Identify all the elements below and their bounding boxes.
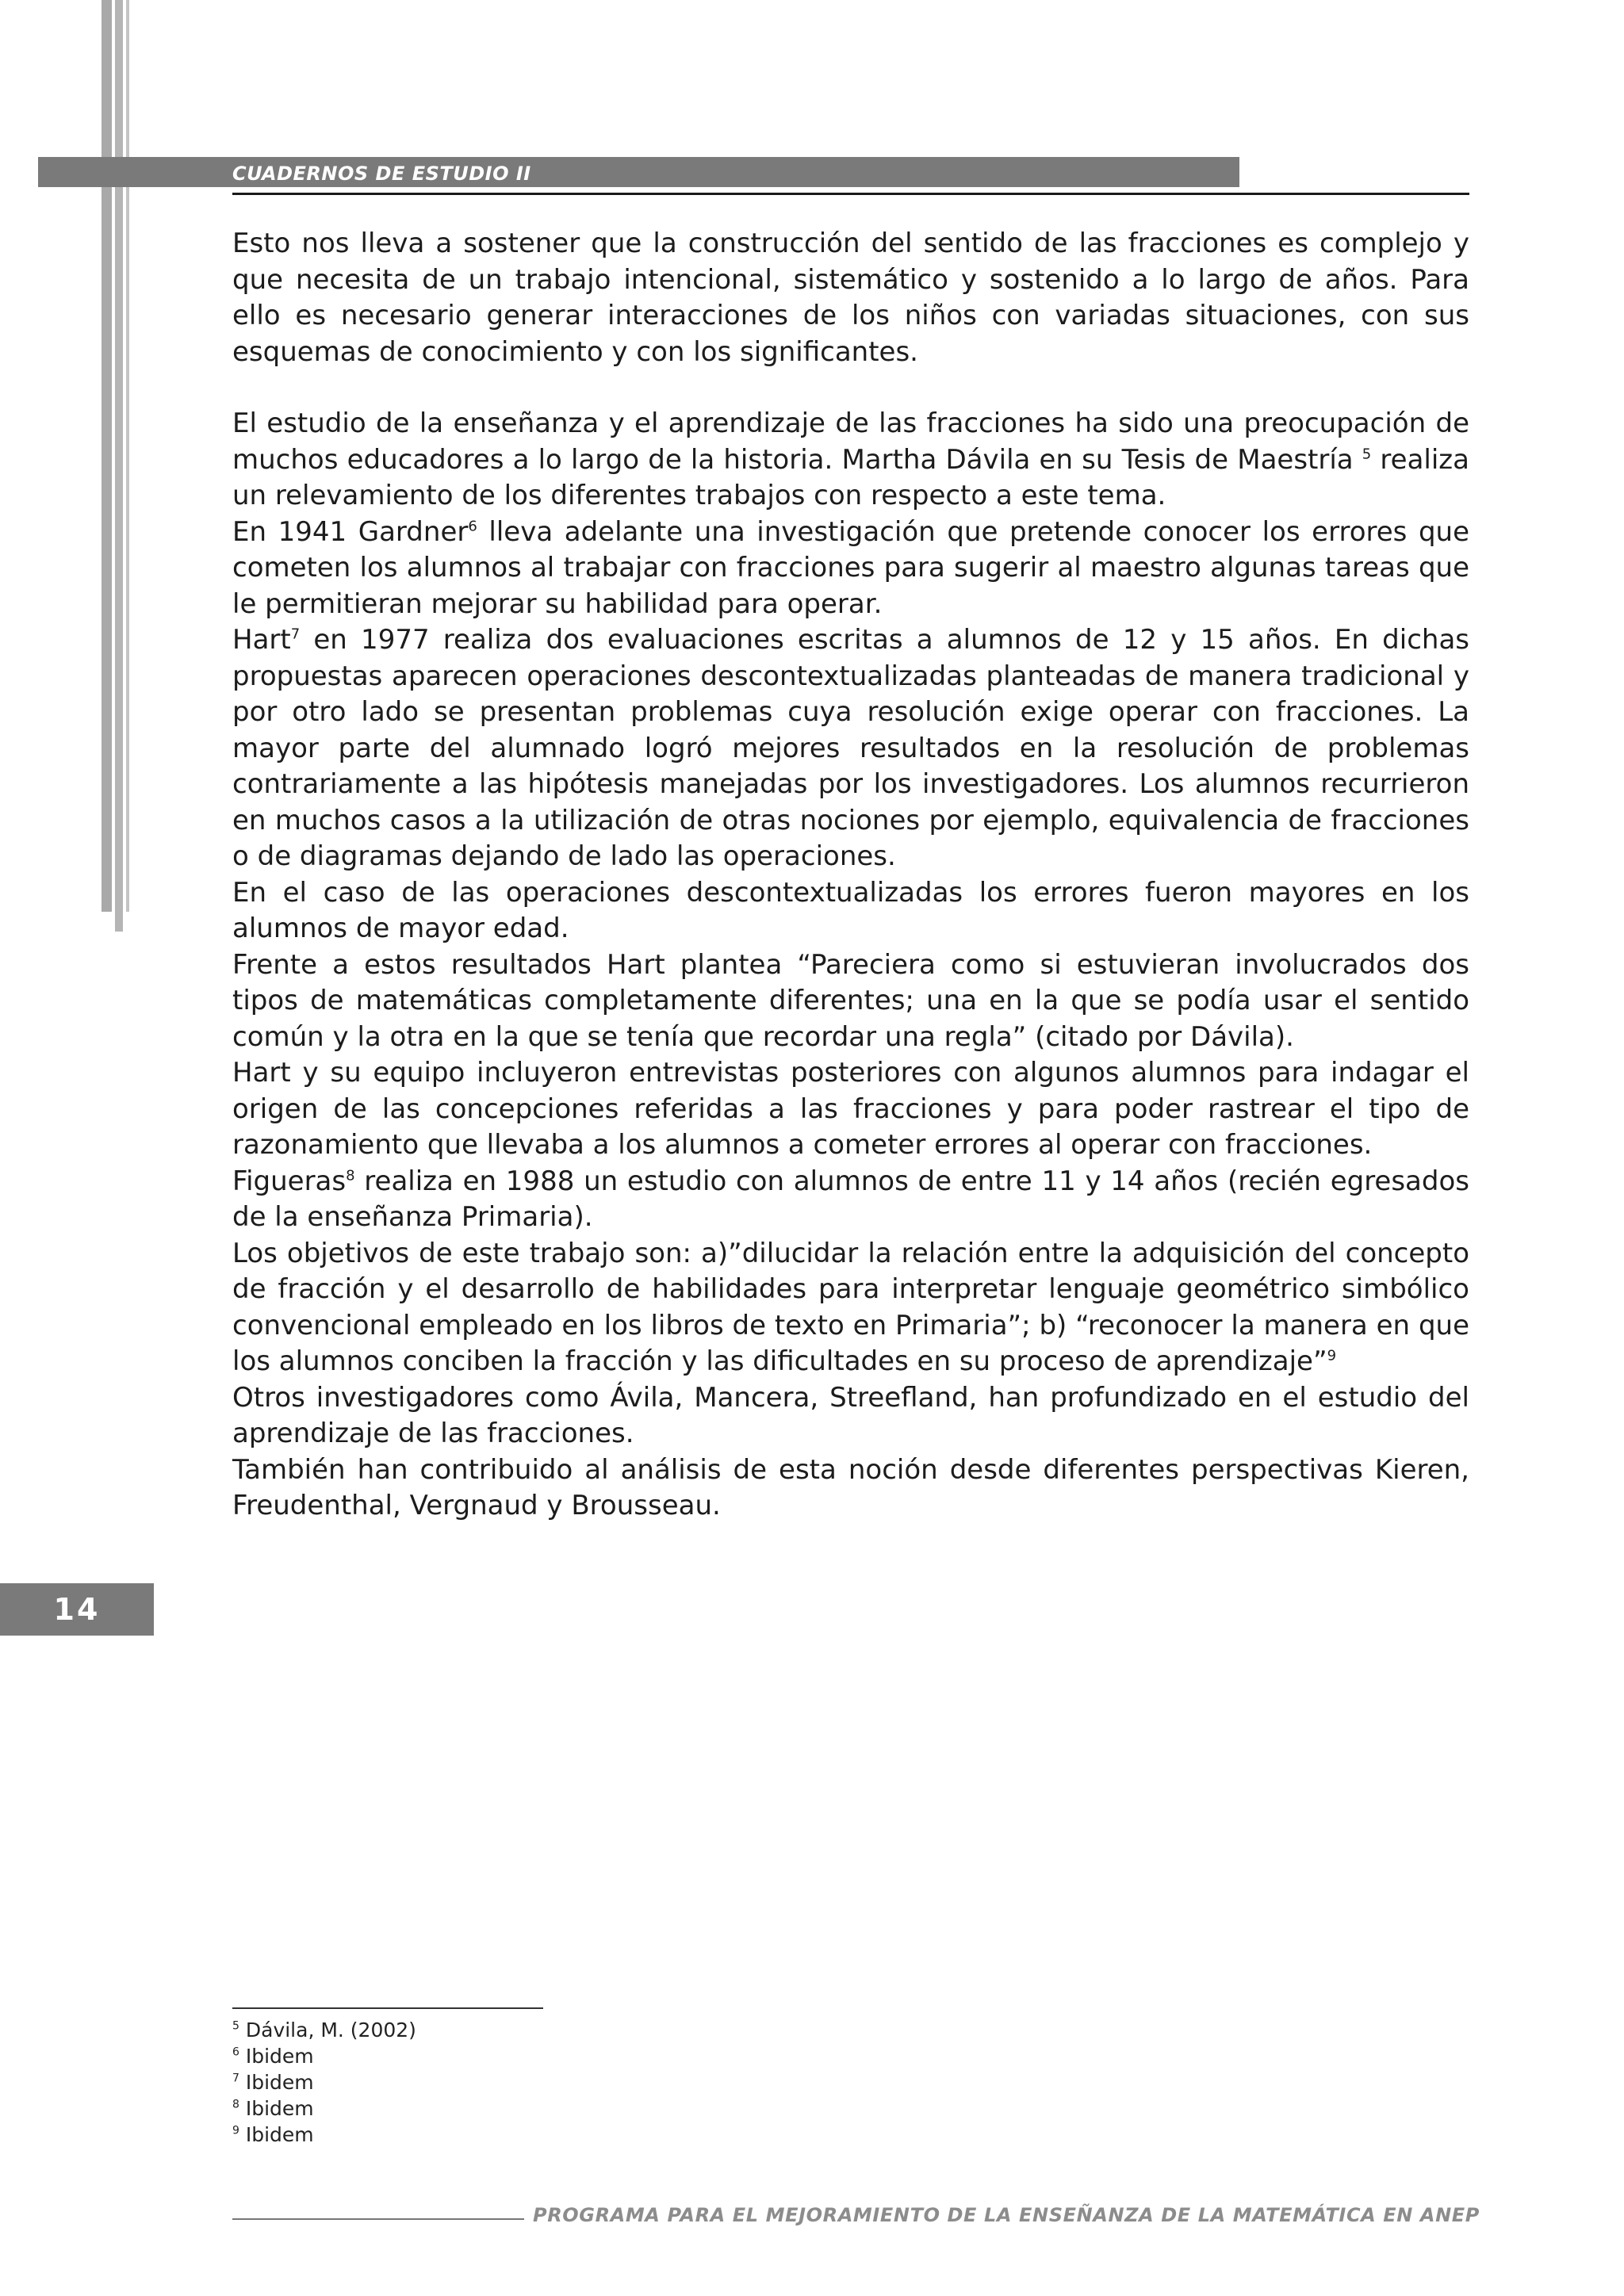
paragraph: En 1941 Gardner$^6$ lleva adelante una investigación que pretende conocer los errores que cometen los alumnos al trabajar con fracciones para sugerir al maestro algunas tareas que le permitieran mejorar su habilidad para operar.	[232, 515, 1470, 620]
paragraph: Los objetivos de este trabajo son: a)”dilucidar la relación entre la adquisición del concepto de fracción y el desarrollo de habilidades para interpretar lenguaje geométrico simbólico convencional empleado en los libros de texto en Primaria”; b) “reconocer la manera en que los alumnos conciben la fracción y las dificultades en su proceso de aprendizaje”$^9$	[232, 1237, 1469, 1377]
margin-bar	[102, 0, 112, 912]
paragraph: También han contribuido al análisis de esta noción desde diferentes perspectivas Kieren, Freudenthal, Vergnaud y Brousseau.	[232, 1453, 1469, 1521]
page-number: 14	[53, 1592, 101, 1627]
paragraph: El estudio de la enseñanza y el aprendizaje de las fracciones ha sido una preocupación de muchos educadores a lo largo de la historia. Martha Dávila en su Tesis de Maestría $^5$ realiza un relevamiento de los diferentes trabajos con respecto a este tema.	[232, 408, 1469, 511]
margin-bar	[126, 0, 129, 912]
footer-rule	[232, 2218, 524, 2220]
footnote: $^7$ Ibidem	[232, 2071, 314, 2094]
margin-bar	[115, 0, 123, 932]
footnote-ref[interactable]: 5	[1362, 446, 1372, 463]
running-footer: PROGRAMA PARA EL MEJORAMIENTO DE LA ENSEÑANZA DE LA MATEMÁTICA EN ANEP	[533, 2204, 1480, 2226]
paragraph: Figueras$^8$ realiza en 1988 un estudio con alumnos de entre 11 y 14 años (recién egresados de la enseñanza Primaria).	[232, 1165, 1469, 1233]
header-band	[38, 157, 1239, 187]
footnote-ref[interactable]: 8	[346, 1167, 355, 1184]
footnote: $^6$ Ibidem	[232, 2045, 314, 2068]
footnote-rule	[232, 2007, 543, 2009]
paragraph: En el caso de las operaciones descontextualizadas los errores fueron mayores en los alumnos de mayor edad.	[232, 876, 1469, 944]
paragraph: Esto nos lleva a sostener que la construcción del sentido de las fracciones es complejo y que necesita de un trabajo intencional, sistemático y sostenido a lo largo de años. Para ello es necesario generar interacciones de los niños con variadas situaciones, con sus esquemas de conocimiento y con los significantes.	[232, 228, 1469, 368]
footnotes	[232, 2017, 946, 2148]
footnote-ref[interactable]: 7	[290, 626, 301, 643]
paragraph: Otros investigadores como Ávila, Mancera, Streefland, han profundizado en el estudio del aprendizaje de las fracciones.	[232, 1381, 1469, 1449]
paragraph: Frente a estos resultados Hart plantea “Pareciera como si estuvieran involucrados dos tipos de matemáticas completamente diferentes; una en la que se podía usar el sentido común y la otra en la que se tenía que recordar una regla” (citado por Dávila).	[232, 948, 1469, 1053]
header-rule	[232, 193, 1469, 195]
running-header: CUADERNOS DE ESTUDIO II	[232, 163, 531, 185]
paragraph: Hart y su equipo incluyeron entrevistas posteriores con algunos alumnos para indagar el origen de las concepciones referidas a las fracciones y para poder rastrear el tipo de razonamiento que llevaba a los alumnos a cometer errores al operar con fracciones.	[232, 1057, 1469, 1161]
footnote: $^9$ Ibidem	[232, 2123, 314, 2146]
footnote: $^8$ Ibidem	[232, 2097, 314, 2120]
body-text	[232, 226, 1469, 1525]
footnote-ref[interactable]: 6	[468, 518, 477, 535]
footnote-ref[interactable]: 9	[1327, 1347, 1337, 1364]
footnote: $^5$ Dávila, M. (2002)	[232, 2019, 416, 2042]
paragraph: Hart$^7$ en 1977 realiza dos evaluaciones escritas a alumnos de 12 y 15 años. En dichas propuestas aparecen operaciones descontextualizadas planteadas de manera tradicional y por otro lado se presentan problemas cuya resolución exige operar con fracciones. La mayor parte del alumnado logró mejores resultados en la resolución de problemas contrariamente a las hipótesis manejadas por los investigadores. Los alumnos recurrieron en muchos casos a la utilización de otras nociones por ejemplo, equivalencia de fracciones o de diagramas dejando de lado las operaciones.	[232, 624, 1469, 872]
